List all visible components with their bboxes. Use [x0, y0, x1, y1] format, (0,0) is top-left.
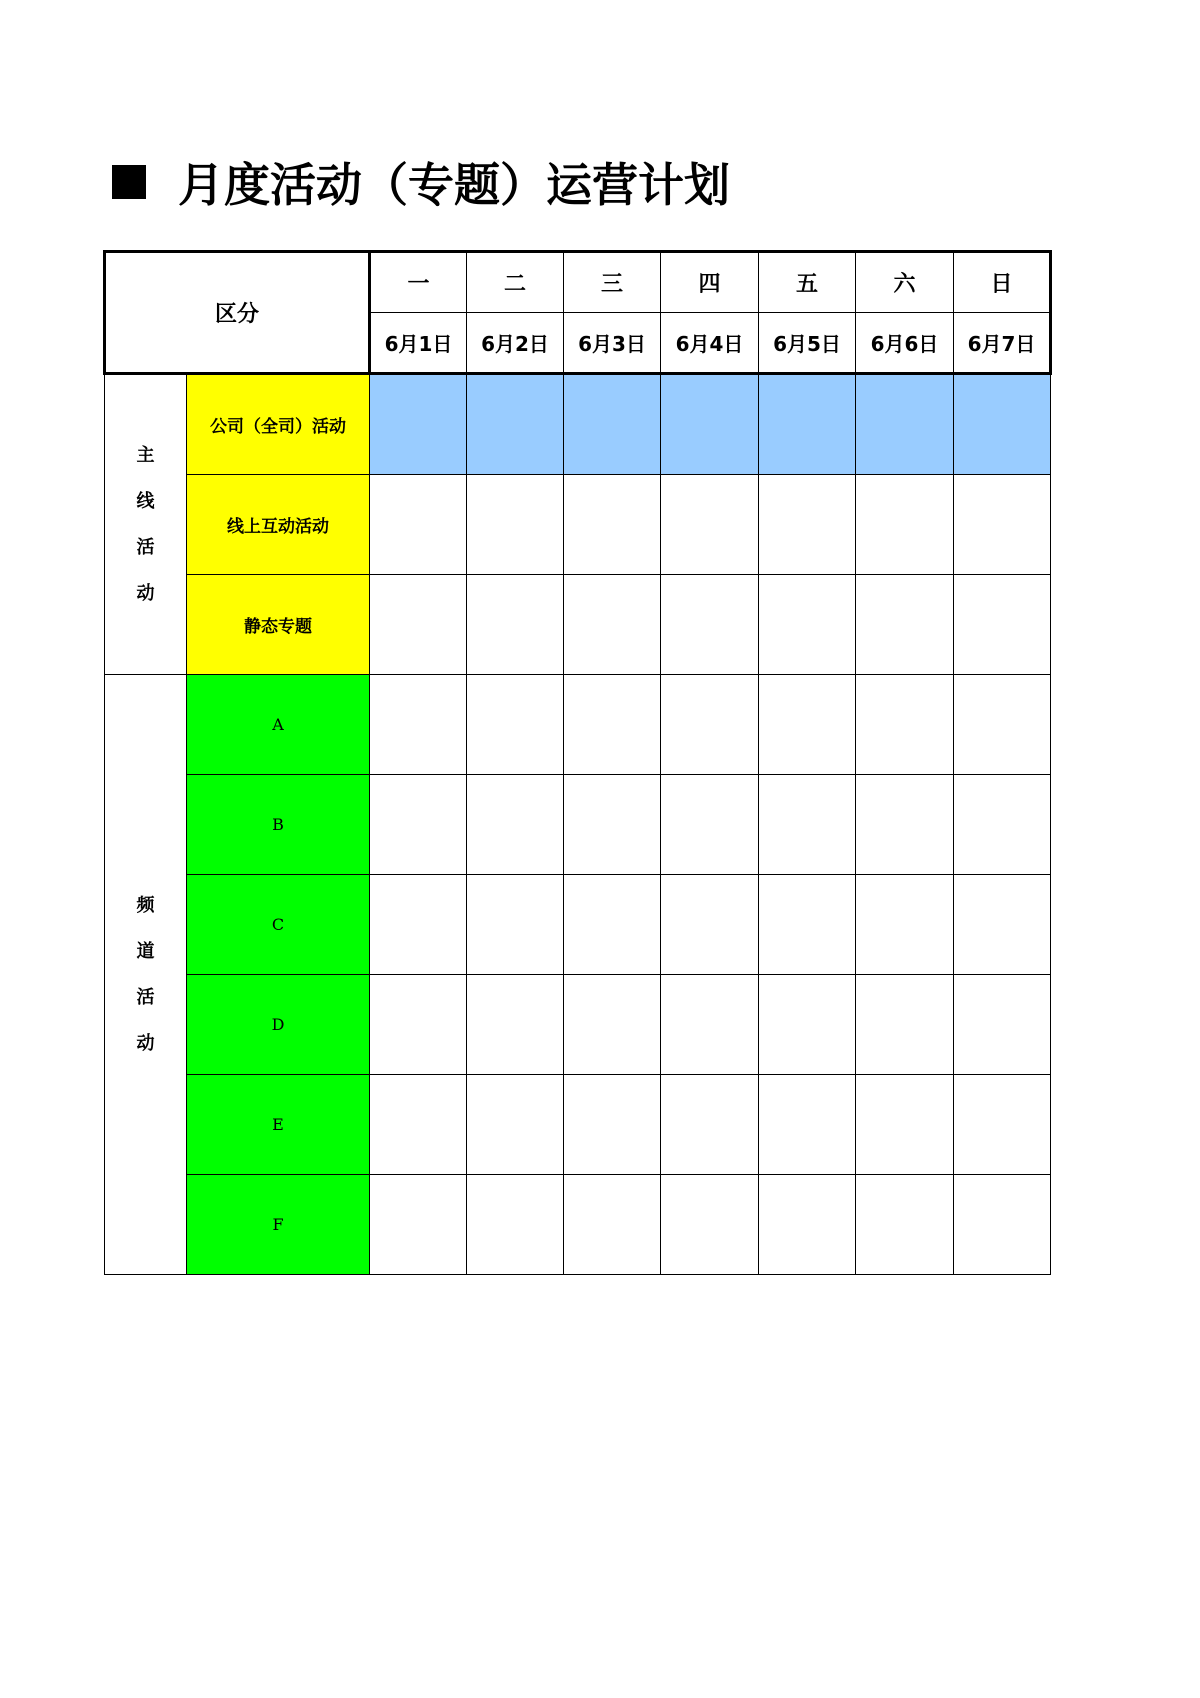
day-header-cell: 五 — [759, 252, 856, 313]
table-row — [105, 675, 1051, 775]
date-header-cell: 6月1日 — [370, 313, 467, 374]
schedule-cell[interactable] — [467, 1075, 564, 1175]
schedule-cell[interactable] — [661, 675, 759, 775]
schedule-cell[interactable] — [954, 675, 1051, 775]
schedule-cell[interactable] — [856, 475, 954, 575]
schedule-cell[interactable] — [661, 875, 759, 975]
schedule-cell[interactable] — [467, 775, 564, 875]
area-header-cell: 区分 — [105, 252, 370, 374]
category-cell: C — [187, 875, 370, 975]
table-row — [105, 1075, 1051, 1175]
schedule-cell[interactable] — [856, 975, 954, 1075]
schedule-cell[interactable] — [370, 575, 467, 675]
page-title — [112, 152, 730, 212]
schedule-cell[interactable] — [564, 1175, 661, 1275]
schedule-cell[interactable] — [856, 875, 954, 975]
group-label-main — [105, 374, 187, 675]
category-cell: 线上互动活动 — [187, 475, 370, 575]
schedule-cell[interactable] — [759, 575, 856, 675]
schedule-cell[interactable] — [759, 875, 856, 975]
day-header-cell: 六 — [856, 252, 954, 313]
group-label-char: 动 — [136, 1032, 155, 1054]
schedule-cell[interactable] — [467, 675, 564, 775]
schedule-cell[interactable] — [661, 475, 759, 575]
schedule-cell[interactable] — [564, 875, 661, 975]
schedule-cell[interactable] — [954, 1075, 1051, 1175]
schedule-cell[interactable] — [564, 475, 661, 575]
schedule-cell[interactable] — [370, 374, 467, 475]
square-bullet-icon — [112, 165, 146, 199]
schedule-cell[interactable] — [856, 675, 954, 775]
schedule-cell[interactable] — [856, 775, 954, 875]
schedule-cell[interactable] — [467, 575, 564, 675]
schedule-cell[interactable] — [661, 775, 759, 875]
schedule-cell[interactable] — [759, 374, 856, 475]
schedule-cell[interactable] — [759, 675, 856, 775]
day-header-cell: 三 — [564, 252, 661, 313]
schedule-cell[interactable] — [564, 575, 661, 675]
schedule-cell[interactable] — [856, 374, 954, 475]
schedule-cell[interactable] — [954, 374, 1051, 475]
schedule-cell[interactable] — [759, 1175, 856, 1275]
schedule-cell[interactable] — [370, 475, 467, 575]
table-row — [105, 1175, 1051, 1275]
schedule-cell[interactable] — [370, 1075, 467, 1175]
schedule-cell[interactable] — [370, 1175, 467, 1275]
day-header-cell: 日 — [954, 252, 1051, 313]
schedule-cell[interactable] — [467, 975, 564, 1075]
table-row — [105, 875, 1051, 975]
group-label-char: 主 — [136, 444, 155, 466]
group-label-char: 活 — [136, 986, 155, 1008]
schedule-cell[interactable] — [759, 475, 856, 575]
schedule-cell[interactable] — [759, 975, 856, 1075]
category-cell: 公司（全司）活动 — [187, 374, 370, 475]
page-title-text: 月度活动（专题）运营计划 — [178, 158, 730, 212]
table-row — [105, 575, 1051, 675]
schedule-cell[interactable] — [370, 775, 467, 875]
schedule-cell[interactable] — [954, 575, 1051, 675]
date-header-cell: 6月2日 — [467, 313, 564, 374]
table-row — [105, 475, 1051, 575]
schedule-cell[interactable] — [564, 675, 661, 775]
group-label-char: 活 — [136, 536, 155, 558]
group-label-char: 道 — [136, 940, 155, 962]
schedule-cell[interactable] — [467, 875, 564, 975]
schedule-cell[interactable] — [370, 675, 467, 775]
category-cell: B — [187, 775, 370, 875]
schedule-cell[interactable] — [856, 1175, 954, 1275]
schedule-cell[interactable] — [661, 575, 759, 675]
category-cell: F — [187, 1175, 370, 1275]
schedule-cell[interactable] — [564, 1075, 661, 1175]
schedule-cell[interactable] — [954, 475, 1051, 575]
schedule-cell[interactable] — [467, 475, 564, 575]
schedule-cell[interactable] — [661, 1175, 759, 1275]
category-cell: D — [187, 975, 370, 1075]
schedule-table — [103, 250, 1052, 1275]
schedule-cell[interactable] — [954, 875, 1051, 975]
schedule-cell[interactable] — [564, 975, 661, 1075]
schedule-cell[interactable] — [759, 1075, 856, 1175]
schedule-cell[interactable] — [370, 975, 467, 1075]
table-row — [105, 975, 1051, 1075]
group-label-char: 动 — [136, 582, 155, 604]
date-header-cell: 6月4日 — [661, 313, 759, 374]
group-label-channel — [105, 675, 187, 1275]
schedule-cell[interactable] — [954, 1175, 1051, 1275]
day-header-cell: 四 — [661, 252, 759, 313]
schedule-cell[interactable] — [564, 775, 661, 875]
date-header-cell: 6月5日 — [759, 313, 856, 374]
table-row — [105, 374, 1051, 475]
date-header-cell: 6月6日 — [856, 313, 954, 374]
schedule-cell[interactable] — [661, 374, 759, 475]
header-row-days — [105, 252, 1051, 313]
schedule-cell[interactable] — [467, 374, 564, 475]
schedule-cell[interactable] — [954, 975, 1051, 1075]
date-header-cell: 6月7日 — [954, 313, 1051, 374]
category-cell: 静态专题 — [187, 575, 370, 675]
schedule-cell[interactable] — [856, 1075, 954, 1175]
table-row — [105, 775, 1051, 875]
category-cell: E — [187, 1075, 370, 1175]
schedule-cell[interactable] — [759, 775, 856, 875]
day-header-cell: 一 — [370, 252, 467, 313]
schedule-cell[interactable] — [954, 775, 1051, 875]
group-label-char: 线 — [136, 490, 155, 512]
schedule-cell[interactable] — [467, 1175, 564, 1275]
category-cell: A — [187, 675, 370, 775]
schedule-cell[interactable] — [856, 575, 954, 675]
schedule-cell[interactable] — [661, 1075, 759, 1175]
date-header-cell: 6月3日 — [564, 313, 661, 374]
schedule-cell[interactable] — [564, 374, 661, 475]
schedule-cell[interactable] — [370, 875, 467, 975]
day-header-cell: 二 — [467, 252, 564, 313]
group-label-char: 频 — [136, 894, 155, 916]
schedule-cell[interactable] — [661, 975, 759, 1075]
